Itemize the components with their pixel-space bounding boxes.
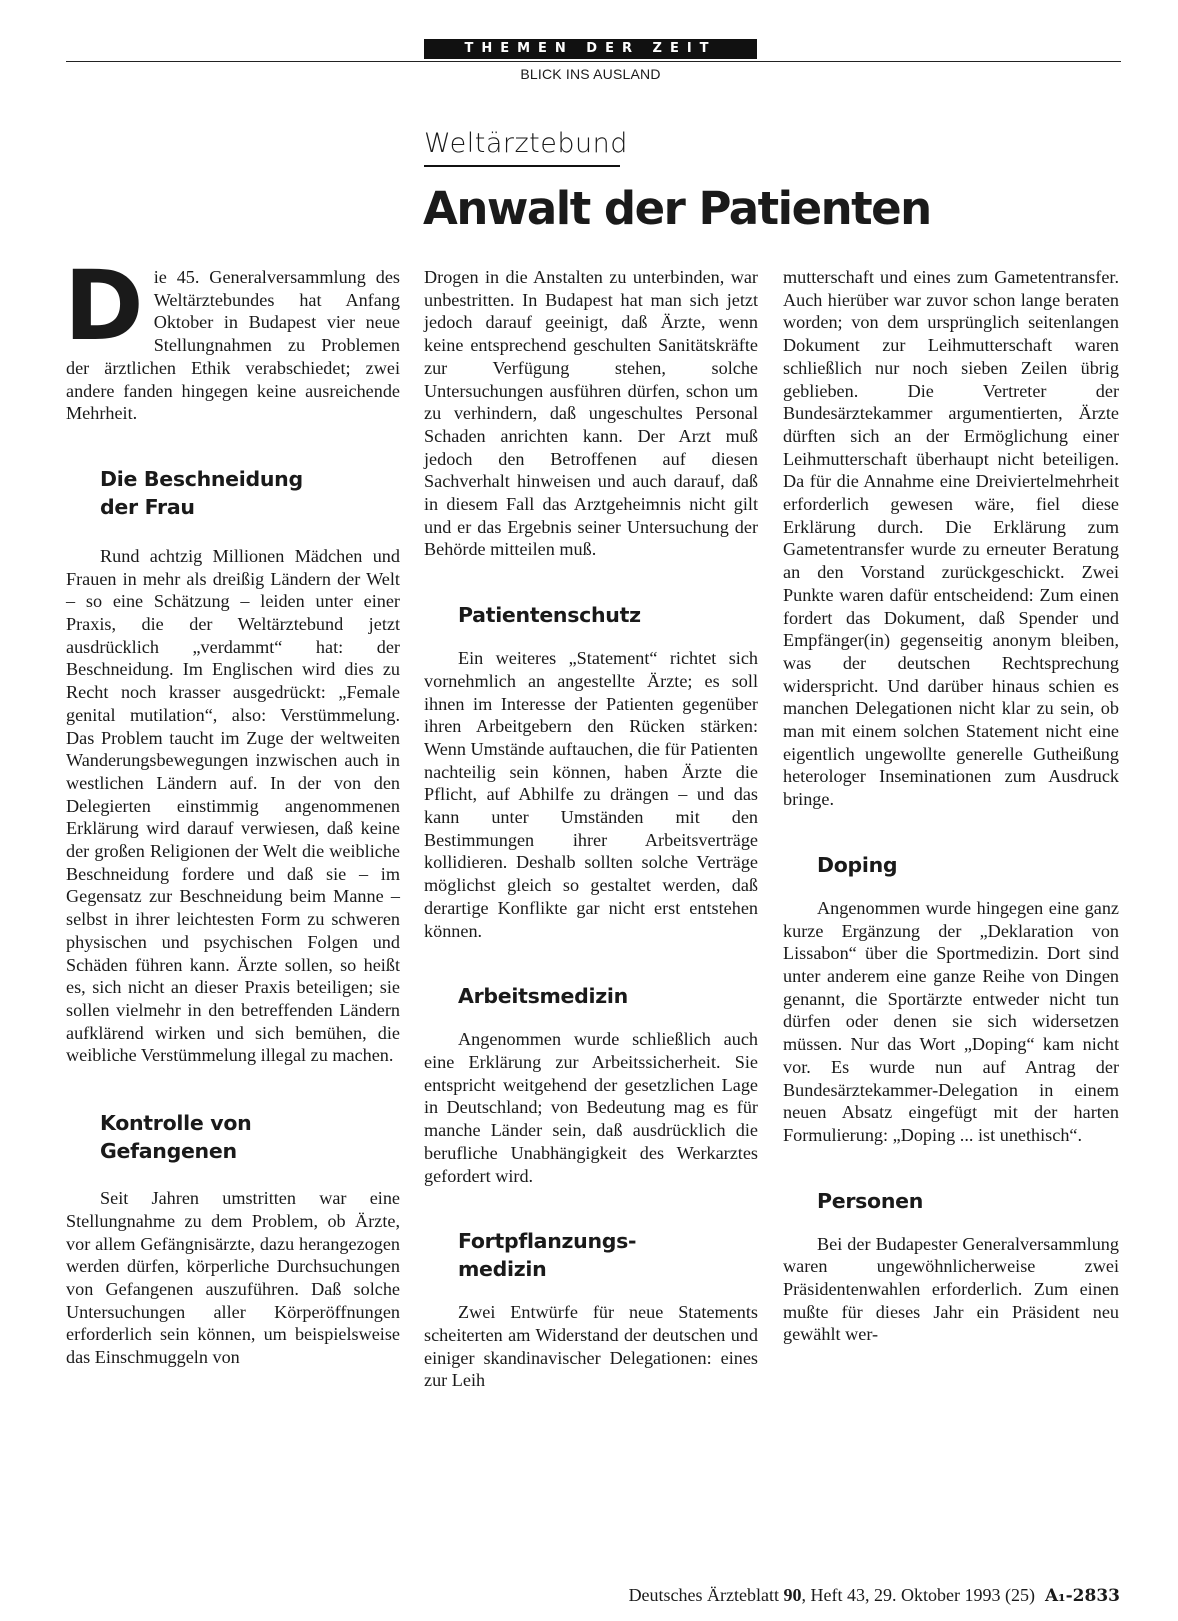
drop-cap: D [64, 250, 144, 362]
heading-patientenschutz: Patientenschutz [458, 603, 641, 628]
body-doping: Angenommen wurde hingegen eine ganz kurze Ergänzung der „Deklaration von Lissabon“ über die Sportmedizin. Dort sind unter anderem eine ganze Reihe von Dingen genannt, die Sportärzte entweder nicht tun dürfen oder denen sie sich widersetzen müssen. Nur das Wort „Doping“ kam nicht vor. Es wurde nun auf Antrag der Bundesärztekammer-Delegation in einem neuen Absatz eingefügt mit der harten Formulierung: „Doping ... ist unethisch“. [783, 897, 1119, 1145]
body-beschneidung: Rund achtzig Millionen Mädchen und Frauen in mehr als dreißig Ländern der Welt – so eine Schätzung – leiden unter einer Praxis, die der Weltärztebund jetzt ausdrücklich „verdammt“ hat: der Beschneidung. Im Englischen wird dies zu Recht noch krasser ausgedrückt: „Female genital mutilation“, also: Verstümmelung. Das Problem taucht im Zuge der weltweiten Wanderungsbewegungen inzwischen auch in westlichen Ländern auf. In der von den Delegierten einstimmig angenommenen Erklärung wird darauf verwiesen, daß keine der großen Religionen der Welt die weibliche Beschneidung fordere und daß sie – im Gegensatz zur Beschneidung beim Manne – selbst in ihrer leichtesten Form zu schweren physischen und psychischen Folgen und Schäden führen kann. Ärzte sollen, so heißt es, sich nicht an dieser Praxis beteiligen; sie sollen vielmehr in den betreffenden Ländern aufklärend wirken und sich bemühen, die weibliche Verstümmelung illegal zu machen. [66, 545, 400, 1066]
article-kicker: Weltärztebund [424, 128, 620, 167]
heading-beschneidung: Die Beschneidung der Frau [100, 466, 303, 519]
page-footer [560, 1585, 1120, 1606]
section-banner: THEMEN DER ZEIT [424, 39, 757, 59]
intro-text: ie 45. Generalversammlung des Weltärztebundes hat Anfang Oktober in Budapest vier neue Stellungnahmen zu Problemen der ärztlichen Ethik verabschiedet; zwei andere fanden hingegen keine ausreichende Mehrheit. [66, 267, 400, 424]
heading-fortpflanzung: Fortpflanzungs-medizin [458, 1229, 637, 1282]
heading-personen: Personen [817, 1188, 924, 1213]
footer-journal: Deutsches Ärzteblatt [628, 1585, 780, 1605]
intro-paragraph [64, 250, 400, 425]
body-personen: Bei der Budapester Generalversammlung waren ungewöhnlicherweise zwei Präsidentenwahlen erforderlich. Zum einen mußte für dieses Jahr ein Präsident neu gewählt wer- [783, 1233, 1119, 1345]
body-fortpflanzung: Zwei Entwürfe für neue Statements scheiterten am Widerstand der deutschen und einiger skandinavischer Delegationen: eines zur Leih [424, 1302, 758, 1391]
column-1 [64, 250, 400, 1369]
footer-issue: , Heft 43, 29. Oktober 1993 (25) [801, 1585, 1035, 1605]
footer-page-number: A₁-2833 [1044, 1586, 1120, 1606]
footer-volume: 90 [783, 1585, 802, 1605]
heading-arbeitsmedizin: Arbeitsmedizin [458, 984, 628, 1009]
subsection-label: BLICK INS AUSLAND [520, 66, 661, 82]
body-arbeitsmedizin: Angenommen wurde schließlich auch eine Erklärung zur Arbeitssicherheit. Sie entspricht weitgehend der gesetzlichen Lage in Deutschland; von Bedeutung mag es für manche Länder sein, daß ausdrücklich die berufliche Unabhängigkeit des Werkarztes gefordert wird. [424, 1029, 758, 1186]
header-rule [66, 61, 1121, 62]
heading-doping: Doping [817, 852, 898, 877]
body-gefangene: Seit Jahren umstritten war eine Stellungnahme zu dem Problem, ob Ärzte, vor allem Gefängnisärzte, dazu herangezogen werden dürfen, körperliche Durchsuchungen von Gefangenen auszuführen. Daß solche Untersuchungen aller Körperöffnungen erforderlich sein können, um beispielsweise das Einschmuggeln von [66, 1188, 400, 1368]
body-gefangene-continued: Drogen in die Anstalten zu unterbinden, war unbestritten. In Budapest hat man sich jetzt jedoch darauf geeinigt, daß Ärzte, wenn keine entsprechend geschulten Sanitätskräfte zur Verfügung stehen, solche Untersuchungen ausführen dürfen, schon um zu verhindern, daß ungeschultes Personal Schaden anrichten kann. Der Arzt muß jedoch den Betroffenen auf diesen Sachverhalt hinweisen und auch darauf, daß in diesem Fall das Arztgeheimnis nicht gilt und er das Ergebnis seiner Untersuchung der Behörde mitteilen muß. [424, 267, 758, 560]
heading-gefangene: Kontrolle von Gefangenen [100, 1111, 252, 1164]
column-2 [424, 266, 758, 1392]
article-headline: Anwalt der Patienten [423, 182, 931, 235]
column-3 [783, 266, 1119, 1346]
body-fortpflanzung-continued: mutterschaft und eines zum Gametentransfer. Auch hierüber war zuvor schon lange beraten worden; von dem ursprünglich seitenlangen Dokument zur Leihmutterschaft waren schließlich nur noch sieben Zeilen übrig geblieben. Die Vertreter der Bundesärztekammer argumentierten, Ärzte dürften sich an der Ermöglichung einer Leihmutterschaft überhaupt nicht beteiligen. Da für die Annahme eine Dreiviertelmehrheit erforderlich gewesen wäre, fiel diese Erklärung durch. Die Erklärung zum Gametentransfer wurde zu erneuter Beratung an den Vorstand zurückgeschickt. Zwei Punkte waren dafür entscheidend: Zum einen fordert das Dokument, daß Spender und Empfänger(in) gegenseitig anonym bleiben, was der deutschen Rechtsprechung widerspricht. Und darüber hinaus schien es manchen Delegationen nicht klar zu sein, ob man mit einem solchen Statement nicht eine eigentlich ungewollte generelle Gutheißung heterologer Inseminationen zum Ausdruck bringe. [783, 267, 1119, 810]
body-patientenschutz: Ein weiteres „Statement“ richtet sich vornehmlich an angestellte Ärzte; es soll ihnen im Interesse der Patienten gegenüber ihren Arbeitgebern den Rücken stärken: Wenn Umstände auftauchen, die für Patienten nachteilig sein können, haben Ärzte die Pflicht, auf Abhilfe zu drängen – und das kann unter Umständen mit den Bestimmungen ihrer Arbeitsverträge kollidieren. Deshalb sollten solche Verträge möglichst gleich so gestaltet werden, daß derartige Konflikte gar nicht erst entstehen können. [424, 648, 758, 941]
